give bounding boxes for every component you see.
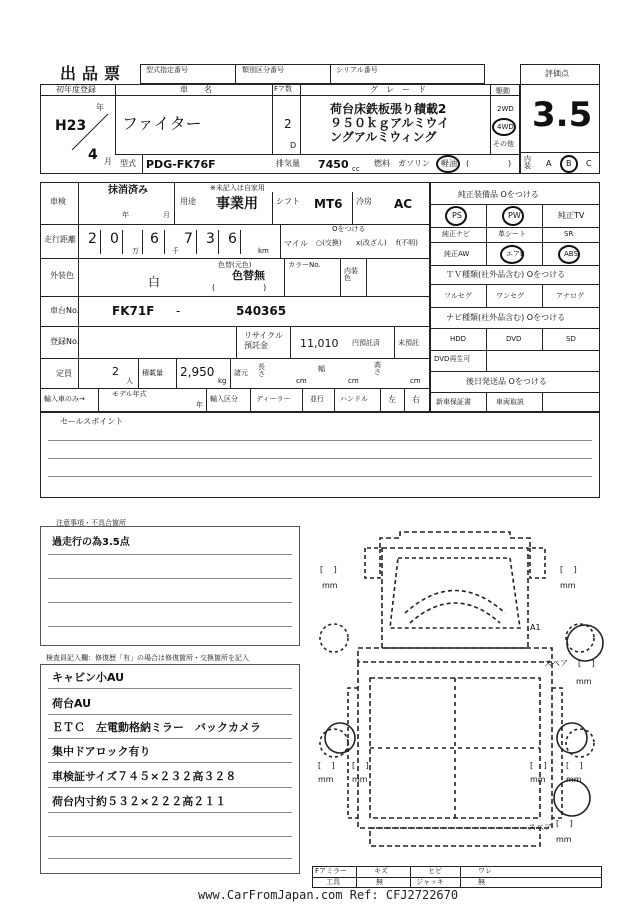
model-label: 型式: [120, 159, 136, 168]
chassis-dash: -: [176, 304, 181, 318]
id-box: [140, 64, 485, 84]
legend-jack: ジャッキ: [416, 878, 444, 886]
grade-score: 3.5: [532, 95, 593, 135]
recycle-label: リサイクル預託金: [244, 331, 283, 350]
mileage-km: km: [258, 247, 269, 255]
diag-rr2-bracket: [ ]: [566, 761, 583, 770]
length-cm: cm: [296, 377, 307, 385]
after-heading: 後日発送品 Oをつける: [466, 377, 547, 386]
equip-airbag-circle: [500, 245, 524, 264]
notes-line1: 過走行の為3.5点: [52, 537, 130, 548]
model-value: PDG-FK76F: [146, 158, 216, 171]
inspection-label: 車検: [50, 197, 66, 206]
equip-airbag: エアB: [506, 250, 525, 258]
diag-spare-1: スペア: [544, 659, 568, 668]
diag-rl2-bracket: [ ]: [352, 761, 369, 770]
usage-value: 事業用: [216, 196, 258, 212]
interior-a: A: [546, 159, 552, 168]
interior-color-label: 内装色: [344, 267, 358, 282]
diag-spare-2: スペア: [528, 823, 552, 832]
usage-label: 用途: [180, 197, 196, 206]
notes-heading: 注意事項・不具合箇所: [56, 519, 126, 527]
repaint-value: 色替無: [232, 269, 265, 282]
label-type-spec: 型式指定番号: [146, 66, 188, 74]
legend-crack: ヒビ: [428, 867, 442, 875]
equip-sr: SR: [564, 230, 574, 238]
truck-diagram: [310, 528, 610, 858]
equip-leather: 革シート: [498, 230, 526, 238]
drive-2wd: 2WD: [497, 105, 514, 113]
chassis-label: 車台No.: [50, 306, 80, 315]
mileage-circle-note: Oをつける: [332, 225, 366, 233]
label-serial: シリアル番号: [336, 66, 378, 74]
cc-unit: cc: [352, 165, 360, 173]
dims-label: 諸元: [234, 369, 248, 377]
model-year-unit: 年: [196, 401, 203, 409]
grade-desc-line1: 荷台床鉄板張り積載2: [330, 102, 447, 116]
inspector-item-3: ＥＴＣ 左電動格納ミラー バックカメラ: [52, 721, 261, 734]
diag-rr2-mm: mm: [566, 775, 582, 784]
diag-fr-bracket: [ ]: [560, 565, 577, 574]
recycle-unit: 円預託済: [352, 339, 380, 347]
diag-spare-2-mm: mm: [556, 835, 572, 844]
shift-label: シフト: [276, 197, 300, 206]
diag-fr-mm: mm: [560, 581, 576, 590]
equip-aw: 純正AW: [444, 250, 470, 258]
inspector-item-5: 車検証サイズ７４５×２３２高３２８: [52, 770, 237, 783]
nav-heading: ナビ種類(社外品含む) Oをつける: [446, 313, 566, 322]
fuel-paren-close: ): [508, 159, 512, 168]
equipment-heading: 純正装備品 Oをつける: [458, 190, 539, 199]
fuel-diesel-circle: [436, 155, 460, 173]
import-parallel: 並行: [310, 395, 324, 403]
diag-spare-1-bracket: [ ]: [578, 659, 595, 668]
diag-fl-mm: mm: [322, 581, 338, 590]
doors-value: 2: [284, 117, 292, 131]
year-unit: 年: [96, 103, 104, 112]
color-label: 外装色: [50, 271, 74, 280]
inspector-item-4: 集中ドアロック有り: [52, 745, 151, 758]
diag-rr-bracket: [ ]: [530, 761, 547, 770]
legend-jack-none: 無: [478, 878, 485, 886]
diag-rr-mm: mm: [530, 775, 546, 784]
grade-desc-heading: グ レ ー ド: [370, 85, 426, 94]
watermark: www.CarFromJapan.com Ref: CFJ2722670: [198, 888, 459, 902]
equip-pw-circle: [502, 206, 524, 226]
equip-abs-circle: [558, 245, 580, 264]
recycle-unpaid: 未預託: [398, 339, 419, 347]
inspection-month-unit: 月: [163, 211, 170, 219]
diag-rl-bracket: [ ]: [318, 761, 335, 770]
fuel-label: 燃料: [374, 159, 390, 168]
first-reg-era: H23: [55, 118, 87, 134]
handle-left: 左: [388, 395, 396, 404]
diag-rl2-mm: mm: [352, 775, 368, 784]
interior-heading: 内装: [524, 155, 531, 170]
diag-rl-mm: mm: [318, 775, 334, 784]
displacement-value: 7450: [318, 158, 349, 171]
mileage-unit-man: 万: [132, 247, 139, 255]
inspector-box: [40, 664, 300, 874]
mileage-digit-5: 3: [206, 231, 215, 247]
import-label: 輸入車のみ→: [44, 395, 85, 403]
form-title: 出品票: [60, 64, 127, 83]
mileage-opt-exchange: ○(交換): [316, 239, 342, 247]
sales-point-box: [40, 412, 600, 498]
equip-pw: PW: [508, 211, 521, 220]
first-reg-month: 4: [88, 147, 98, 163]
width-label: 幅: [318, 365, 325, 373]
tv-analog: アナログ: [556, 292, 584, 300]
usage-note: ※未記入は自家用: [210, 184, 265, 192]
legend-tools-none: 無: [376, 878, 383, 886]
equip-tv: 純正TV: [558, 211, 585, 220]
mile-label: マイル: [284, 239, 308, 248]
diag-spare-1-mm: mm: [576, 677, 592, 686]
grade-desc-line3: ングアルミウィング: [330, 130, 437, 144]
nav-dvd: DVD: [506, 335, 522, 343]
model-year-label: モデル年式: [112, 390, 147, 398]
drive-other: その他: [493, 140, 514, 148]
legend-mirror: Fアミラー: [315, 867, 348, 875]
door-unit: D: [290, 141, 297, 150]
mileage-opt-unknown: f(不明): [396, 239, 418, 247]
tv-fullseg: フルセグ: [444, 292, 472, 300]
length-label: 長さ: [258, 363, 265, 378]
handle-right: 右: [412, 395, 420, 404]
diag-spare-2-bracket: [ ]: [556, 819, 573, 828]
ac-label: 冷房: [356, 197, 372, 206]
registration-label: 登録No.: [50, 337, 80, 346]
load-value: 2,950: [180, 365, 215, 379]
drive-4wd: 4WD: [497, 123, 514, 131]
dvd-play: DVD再生可: [434, 355, 471, 363]
fuel-diesel: 軽油: [441, 159, 457, 168]
shift-value: MT6: [314, 197, 343, 211]
label-class: 類別区分番号: [242, 66, 284, 74]
seats-unit: 人: [126, 377, 133, 385]
handle-label: ハンドル: [340, 395, 368, 403]
load-label: 積載量: [142, 369, 163, 377]
after-warranty: 新車保証書: [436, 398, 471, 406]
tv-heading: ＴＶ種類(社外品含む) Oをつける: [446, 270, 566, 279]
tv-oneseg: ワンセグ: [496, 292, 524, 300]
mileage-digit-1: 2: [88, 231, 97, 247]
drive-4wd-circle: [492, 118, 516, 136]
legend-break: ワレ: [478, 867, 492, 875]
drive-heading: 駆動: [496, 87, 510, 95]
chassis-number: 540365: [236, 304, 287, 318]
vehicle-name: ファイター: [122, 114, 202, 133]
legend-scratch: キズ: [374, 867, 388, 875]
fuel-value: ガソリン: [398, 159, 430, 168]
equip-navi: 純正ナビ: [442, 230, 470, 238]
seats-value: 2: [112, 365, 119, 378]
repaint-label: 色替(元色): [218, 261, 252, 269]
after-manual: 車両取説: [496, 398, 524, 406]
nav-hdd: HDD: [450, 335, 467, 343]
inspection-value: 抹消済み: [108, 185, 148, 196]
date-slash: [70, 112, 110, 152]
grade-heading: 評価点: [545, 69, 569, 78]
sales-point-label: セールスポイント: [60, 417, 124, 426]
equip-ps: PS: [452, 211, 462, 220]
inspector-heading: 検査員記入欄：修復歴「有」の場合は修復箇所・交換箇所を記入: [46, 654, 249, 662]
diag-mark-a1: A1: [530, 623, 541, 632]
color-value: 白: [148, 275, 161, 289]
legend-tools: 工具: [326, 878, 340, 886]
mileage-unit-sen: 千: [172, 247, 179, 255]
mileage-opt-tamper: x(改ざん): [356, 239, 387, 247]
width-cm: cm: [348, 377, 359, 385]
height-label: 高さ: [374, 361, 381, 376]
chassis-prefix: FK71F: [112, 304, 155, 318]
displacement-label: 排気量: [276, 159, 300, 168]
ac-value: AC: [394, 197, 413, 211]
mileage-digit-4: 7: [184, 231, 193, 247]
seats-label: 定員: [56, 369, 72, 378]
repaint-paren: ( ): [212, 283, 267, 292]
load-unit: kg: [218, 377, 227, 385]
interior-b-circle: [560, 155, 578, 173]
month-unit: 月: [104, 157, 112, 166]
inspection-year-unit: 年: [122, 211, 129, 219]
mileage-digit-6: 6: [228, 231, 237, 247]
fuel-paren-open: (: [466, 159, 470, 168]
diag-fl-bracket: [ ]: [320, 565, 337, 574]
equip-abs: ABS: [564, 250, 578, 258]
inspector-item-6: 荷台内寸約５３２×２２２高２１１: [52, 795, 227, 808]
inspector-item-2: 荷台AU: [52, 697, 92, 710]
first-reg-heading: 初年度登録: [56, 85, 96, 94]
grade-desc-line2: ９５０ｋｇアルミウイ: [330, 116, 450, 130]
height-cm: cm: [410, 377, 421, 385]
name-heading: 車 名: [180, 85, 212, 94]
import-type-label: 輸入区分: [210, 395, 238, 403]
mileage-digit-3: 6: [150, 231, 159, 247]
details-box: [40, 182, 430, 412]
nav-sd: SD: [566, 335, 576, 343]
mileage-label: 走行距離: [44, 235, 76, 244]
color-no-label: カラーNo.: [288, 261, 321, 269]
interior-c: C: [586, 159, 592, 168]
recycle-value: 11,010: [300, 337, 339, 350]
equip-ps-circle: [445, 206, 467, 226]
mileage-digit-2: 0: [110, 231, 119, 247]
doors-heading: Fア数: [274, 85, 293, 93]
inspector-item-1: キャビン小AU: [52, 671, 125, 684]
interior-b: B: [566, 159, 572, 168]
import-dealer: ディーラー: [256, 395, 291, 403]
